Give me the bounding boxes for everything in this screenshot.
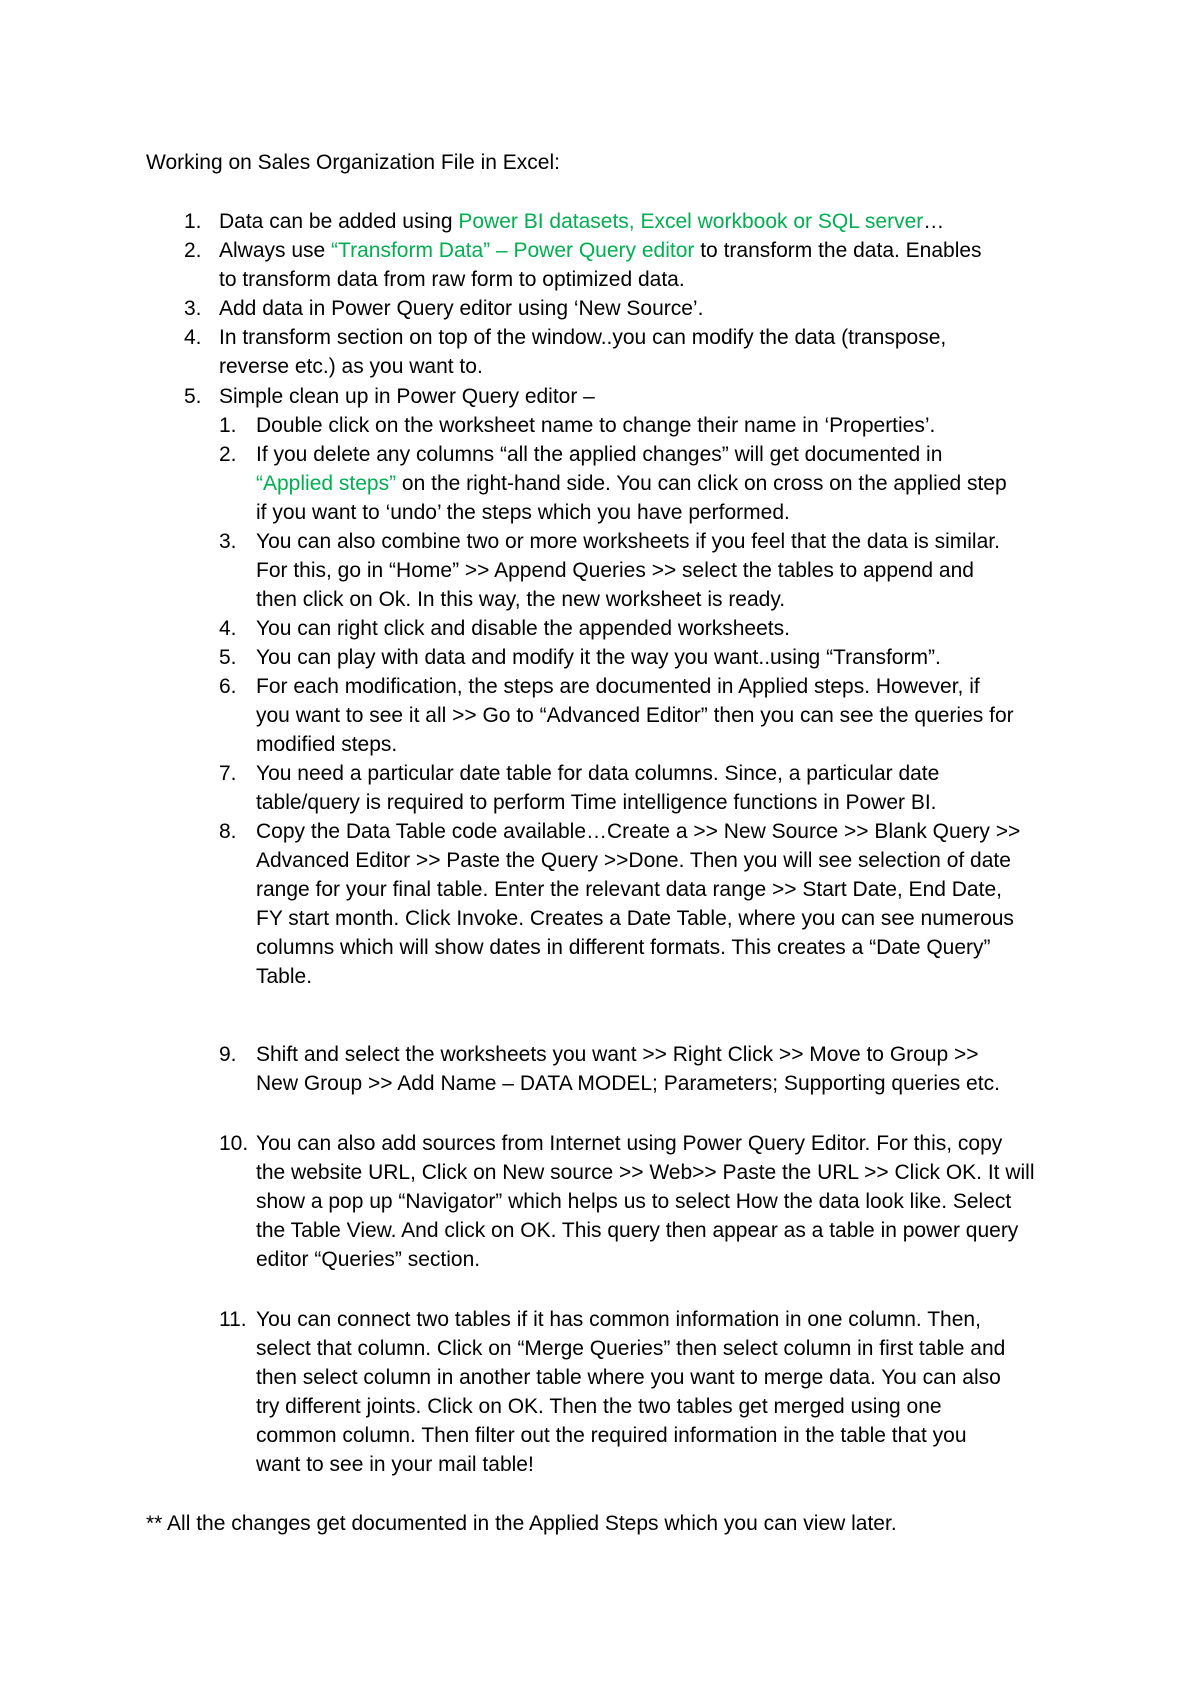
sub-list-item: For each modification, the steps are documented in Applied steps. However, if — [256, 675, 980, 698]
sub-item-number: 9. — [219, 1043, 237, 1066]
sub-item-number: 11. — [219, 1308, 247, 1331]
list-item-continuation: reverse etc.) as you want to. — [219, 355, 483, 378]
list-item: Add data in Power Query editor using ‘New Source’. — [219, 297, 704, 320]
sub-list-item-continuation: Advanced Editor >> Paste the Query >>Done. Then you will see selection of date — [256, 849, 1011, 872]
sub-list-item: Double click on the worksheet name to change their name in ‘Properties’. — [256, 414, 936, 437]
item-number: 2. — [184, 239, 202, 262]
sub-list-item-continuation: the website URL, Click on New source >> Web>> Paste the URL >> Click OK. It will — [256, 1161, 1035, 1184]
sub-list-item-continuation: FY start month. Click Invoke. Creates a Date Table, where you can see numerous — [256, 907, 1014, 930]
sub-list-item-continuation: New Group >> Add Name – DATA MODEL; Parameters; Supporting queries etc. — [256, 1072, 1000, 1095]
sub-list-item: You can connect two tables if it has common information in one column. Then, — [256, 1308, 981, 1331]
sub-item-number: 2. — [219, 443, 237, 466]
footer-note: ** All the changes get documented in the Applied Steps which you can view later. — [146, 1512, 897, 1535]
sub-item-number: 4. — [219, 617, 237, 640]
sub-list-item-continuation: modified steps. — [256, 733, 398, 756]
sub-item-number: 10. — [219, 1132, 249, 1155]
page-heading: Working on Sales Organization File in Excel: — [146, 151, 560, 174]
item-text: … — [923, 210, 945, 233]
list-item — [219, 207, 944, 236]
item-text: Always use — [219, 239, 332, 262]
sub-list-item-continuation: then click on Ok. In this way, the new worksheet is ready. — [256, 588, 786, 611]
item-number: 4. — [184, 326, 202, 349]
highlight-text: “Applied steps” — [256, 472, 397, 495]
sub-list-item: You need a particular date table for data columns. Since, a particular date — [256, 762, 940, 785]
highlight-text: Power BI datasets, Excel workbook or SQL server — [458, 210, 924, 233]
sub-list-item-continuation: common column. Then filter out the required information in the table that you — [256, 1424, 967, 1447]
item-text: Data can be added using — [219, 210, 459, 233]
sub-item-number: 5. — [219, 646, 237, 669]
sub-item-number: 1. — [219, 414, 237, 437]
highlight-text: “Transform Data” – Power Query editor — [331, 239, 695, 262]
sub-list-item: Copy the Data Table code available…Create a >> New Source >> Blank Query >> — [256, 820, 1021, 843]
list-item — [219, 236, 982, 265]
list-item-continuation: to transform data from raw form to optimized data. — [219, 268, 685, 291]
sub-item-number: 3. — [219, 530, 237, 553]
sub-item-number: 6. — [219, 675, 237, 698]
sub-list-item: You can also combine two or more worksheets if you feel that the data is similar. — [256, 530, 1000, 553]
sub-list-item: If you delete any columns “all the applied changes” will get documented in — [256, 443, 943, 466]
item-number: 3. — [184, 297, 202, 320]
sub-list-item-continuation: range for your final table. Enter the relevant data range >> Start Date, End Date, — [256, 878, 1002, 901]
sub-list-item: You can play with data and modify it the way you want..using “Transform”. — [256, 646, 941, 669]
sub-list-item-continuation: columns which will show dates in different formats. This creates a “Date Query” — [256, 936, 991, 959]
sub-list-item-continuation: want to see in your mail table! — [256, 1453, 534, 1476]
sub-item-number: 8. — [219, 820, 237, 843]
item-text: on the right-hand side. You can click on cross on the applied step — [396, 472, 1007, 495]
list-item: In transform section on top of the window..you can modify the data (transpose, — [219, 326, 947, 349]
sub-list-item-continuation: select that column. Click on “Merge Queries” then select column in first table and — [256, 1337, 1006, 1360]
sub-item-number: 7. — [219, 762, 237, 785]
item-text: to transform the data. Enables — [694, 239, 982, 262]
sub-list-item-continuation: then select column in another table where you want to merge data. You can also — [256, 1366, 1001, 1389]
sub-list-item-continuation: if you want to ‘undo’ the steps which you have performed. — [256, 501, 790, 524]
sub-list-item-continuation: the Table View. And click on OK. This query then appear as a table in power query — [256, 1219, 1019, 1242]
sub-list-item-continuation: you want to see it all >> Go to “Advanced Editor” then you can see the queries for — [256, 704, 1014, 727]
item-number: 1. — [184, 210, 202, 233]
sub-list-item-continuation: show a pop up “Navigator” which helps us to select How the data look like. Select — [256, 1190, 1012, 1213]
sub-list-item-continuation: try different joints. Click on OK. Then the two tables get merged using one — [256, 1395, 942, 1418]
sub-list-item-continuation: editor “Queries” section. — [256, 1248, 481, 1271]
sub-list-item-continuation: table/query is required to perform Time intelligence functions in Power BI. — [256, 791, 937, 814]
sub-list-item-continuation: Table. — [256, 965, 313, 988]
list-item: Simple clean up in Power Query editor – — [219, 385, 595, 408]
sub-list-item: You can right click and disable the appended worksheets. — [256, 617, 790, 640]
sub-list-item-continuation — [256, 469, 1007, 498]
sub-list-item: Shift and select the worksheets you want >> Right Click >> Move to Group >> — [256, 1043, 979, 1066]
sub-list-item-continuation: For this, go in “Home” >> Append Queries >> select the tables to append and — [256, 559, 974, 582]
sub-list-item: You can also add sources from Internet using Power Query Editor. For this, copy — [256, 1132, 1003, 1155]
item-number: 5. — [184, 385, 202, 408]
